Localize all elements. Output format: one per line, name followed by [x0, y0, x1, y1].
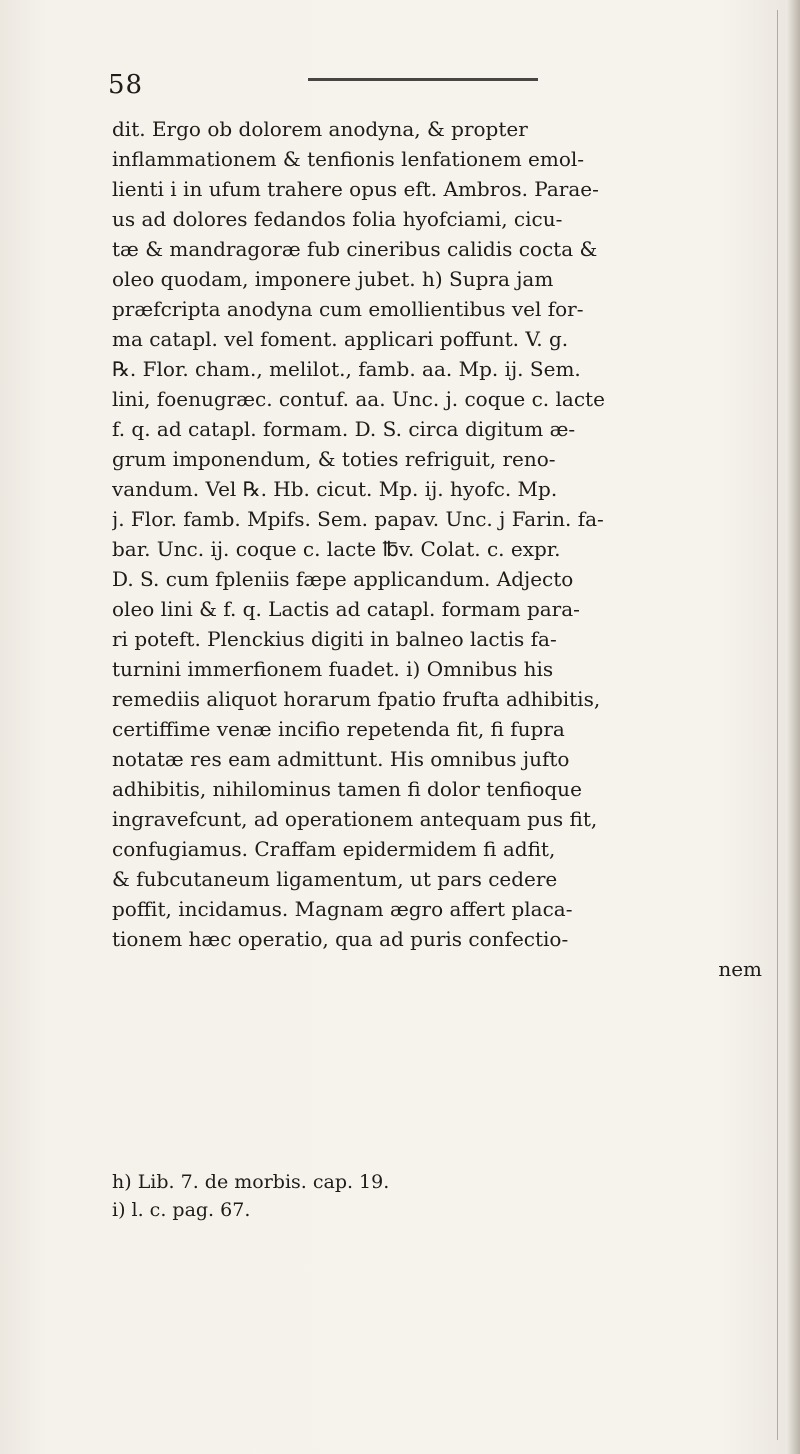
text-line: ℞. Flor. cham., melilot., famb. aa. Mp. ij. Sem.: [112, 357, 581, 381]
text-line: grum imponendum, & toties refriguit, reno-: [112, 447, 556, 471]
text-line: oleo quodam, imponere jubet. h) Supra jam: [112, 267, 554, 291]
text-line: poffit, incidamus. Magnam ægro affert placa-: [112, 897, 573, 921]
text-line: dit. Ergo ob dolorem anodyna, & propter: [112, 117, 528, 141]
text-line: adhibitis, nihilominus tamen fi dolor tenfioque: [112, 777, 582, 801]
text-line: inflammationem & tenfionis lenfationem emol-: [112, 147, 585, 171]
text-line: certiffime venæ incifio repetenda fit, fi fupra: [112, 717, 565, 741]
text-line: D. S. cum fpleniis fæpe applicandum. Adjecto: [112, 567, 574, 591]
text-line: præfcripta anodyna cum emollientibus vel for-: [112, 297, 584, 321]
page-number: 58: [108, 70, 144, 100]
text-line: f. q. ad catapl. formam. D. S. circa digitum æ-: [112, 417, 576, 441]
catchword: nem: [718, 957, 762, 981]
text-line: oleo lini & f. q. Lactis ad catapl. formam para-: [112, 597, 580, 621]
text-line: remediis aliquot horarum fpatio frufta adhibitis,: [112, 687, 601, 711]
text-line: lienti i in ufum trahere opus eft. Ambros. Parae-: [112, 177, 599, 201]
text-line: ri poteft. Plenckius digiti in balneo lactis fa-: [112, 627, 557, 651]
footnotes: [112, 1168, 762, 1224]
header-rule: [308, 78, 538, 81]
page-edge-shadow: [786, 0, 800, 1454]
text-line: ingravefcunt, ad operationem antequam pus fit,: [112, 807, 598, 831]
text-line: us ad dolores fedandos folia hyofciami, cicu-: [112, 207, 563, 231]
text-line: lini, foenugræc. contuf. aa. Unc. j. coque c. lacte: [112, 387, 605, 411]
text-line: j. Flor. famb. Mpifs. Sem. papav. Unc. j Farin. fa-: [112, 507, 604, 531]
footnote-h: h) Lib. 7. de morbis. cap. 19.: [112, 1171, 390, 1193]
text-line: confugiamus. Craffam epidermidem fi adfit,: [112, 837, 556, 861]
text-line: ma catapl. vel foment. applicari poffunt. V. g.: [112, 327, 569, 351]
text-line: notatæ res eam admittunt. His omnibus jufto: [112, 747, 570, 771]
text-line: tæ & mandragoræ fub cineribus calidis cocta &: [112, 237, 598, 261]
text-line: & fubcutaneum ligamentum, ut pars cedere: [112, 867, 558, 891]
text-line: vandum. Vel ℞. Hb. cicut. Mp. ij. hyofc. Mp.: [112, 477, 558, 501]
binding-line: [777, 10, 778, 1440]
main-text-block: [112, 114, 762, 984]
footnote-i: i) l. c. pag. 67.: [112, 1199, 251, 1221]
text-line: bar. Unc. ij. coque c. lacte ℔v. Colat. c. expr.: [112, 537, 561, 561]
text-line: tionem hæc operatio, qua ad puris confectio-: [112, 927, 569, 951]
text-line: turnini immerfionem fuadet. i) Omnibus his: [112, 657, 554, 681]
